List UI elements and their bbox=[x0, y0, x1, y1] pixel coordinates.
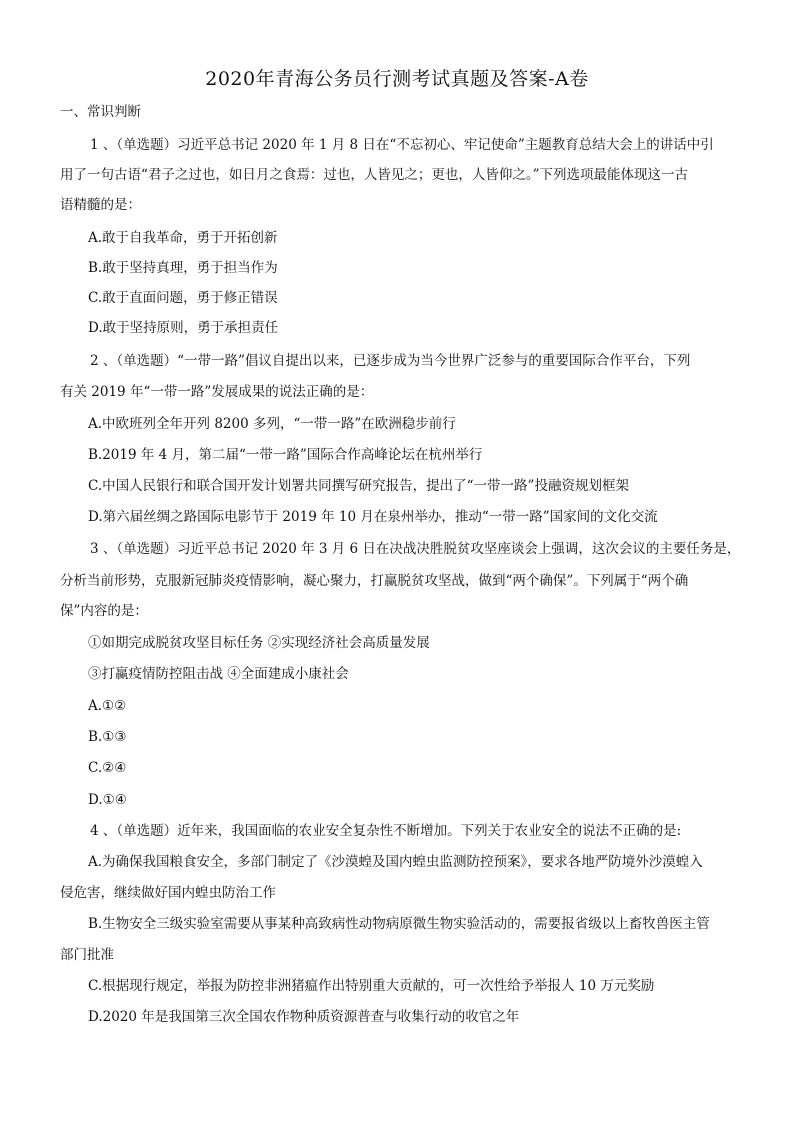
question-1-line-2: 用了一句古语“君子之过也，如日月之食焉：过也，人皆见之；更也，人皆仰之。”下列选项最能体现这一古 bbox=[60, 167, 689, 183]
question-4-option-a-line-2: 侵危害，继续做好国内蝗虫防治工作 bbox=[60, 885, 276, 901]
question-3-line-3: 保”内容的是： bbox=[60, 603, 148, 619]
question-1-line-1: 1 、（单选题）习近平总书记 2020 年 1 月 8 日在“不忘初心、牢记使命”主题教育总结大会上的讲话中引 bbox=[90, 137, 714, 153]
question-3-item-line-1: ①如期完成脱贫攻坚目标任务 ②实现经济社会高质量发展 bbox=[88, 635, 430, 651]
question-3-option-b: B.①③ bbox=[88, 729, 127, 745]
question-3-option-a: A.①② bbox=[88, 698, 127, 714]
question-2-line-2: 有关 2019 年“一带一路”发展成果的说法正确的是： bbox=[60, 384, 374, 400]
question-1-option-d: D.敢于坚持原则，勇于承担责任 bbox=[88, 320, 279, 336]
question-2-option-b: B.2019 年 4 月，第二届“一带一路”国际合作高峰论坛在杭州举行 bbox=[88, 447, 483, 463]
question-3-line-1: 3 、（单选题）习近平总书记 2020 年 3 月 6 日在决战决胜脱贫攻坚座谈会上强调，这次会议的主要任务是， bbox=[90, 541, 741, 557]
question-4-option-b-line-2: 部门批准 bbox=[60, 947, 114, 963]
question-4-option-d: D.2020 年是我国第三次全国农作物种质资源普查与收集行动的收官之年 bbox=[88, 1009, 520, 1025]
question-4-option-a-line-1: A.为确保我国粮食安全，多部门制定了《沙漠蝗及国内蝗虫监测防控预案》，要求各地严防境外沙漠蝗入 bbox=[88, 854, 703, 870]
section-heading: 一、常识判断 bbox=[60, 104, 141, 120]
question-3-line-2: 分析当前形势，克服新冠肺炎疫情影响，凝心聚力，打赢脱贫攻坚战，做到“两个确保”。下列属于“两个确 bbox=[60, 573, 689, 589]
question-1-option-b: B.敢于坚持真理，勇于担当作为 bbox=[88, 260, 278, 276]
question-4-option-b-line-1: B.生物安全三级实验室需要从事某种高致病性动物病原微生物实验活动的，需要报省级以上畜牧兽医主管 bbox=[88, 916, 710, 932]
question-2-option-a: A.中欧班列全年开列 8200 多列，“一带一路”在欧洲稳步前行 bbox=[88, 416, 456, 432]
question-2-line-1: 2 、（单选题）“一带一路”倡议自提出以来，已逐步成为当今世界广泛参与的重要国际合作平台，下列 bbox=[90, 353, 691, 369]
question-1-option-c: C.敢于直面问题，勇于修正错误 bbox=[88, 290, 278, 306]
page-title: 2020年青海公务员行测考试真题及答案-A卷 bbox=[205, 68, 589, 90]
question-1-line-3: 语精髓的是： bbox=[60, 197, 141, 213]
question-4-line-1: 4 、（单选题）近年来，我国面临的农业安全复杂性不断增加。下列关于农业安全的说法不正确的是: bbox=[90, 823, 682, 839]
question-1-option-a: A.敢于自我革命，勇于开拓创新 bbox=[88, 230, 278, 246]
question-2-option-c: C.中国人民银行和联合国开发计划署共同撰写研究报告，提出了“一带一路”投融资规划框架 bbox=[88, 478, 629, 494]
question-3-item-line-2: ③打赢疫情防控阻击战 ④全面建成小康社会 bbox=[88, 666, 349, 682]
question-2-option-d: D.第六届丝绸之路国际电影节于 2019 年 10 月在泉州举办，推动“一带一路”国家间的文化交流 bbox=[88, 509, 658, 525]
question-3-option-d: D.①④ bbox=[88, 792, 127, 808]
question-4-option-c: C.根据现行规定，举报为防控非洲猪瘟作出特别重大贡献的，可一次性给予举报人 10 万元奖励 bbox=[88, 978, 655, 994]
question-3-option-c: C.②④ bbox=[88, 760, 127, 776]
